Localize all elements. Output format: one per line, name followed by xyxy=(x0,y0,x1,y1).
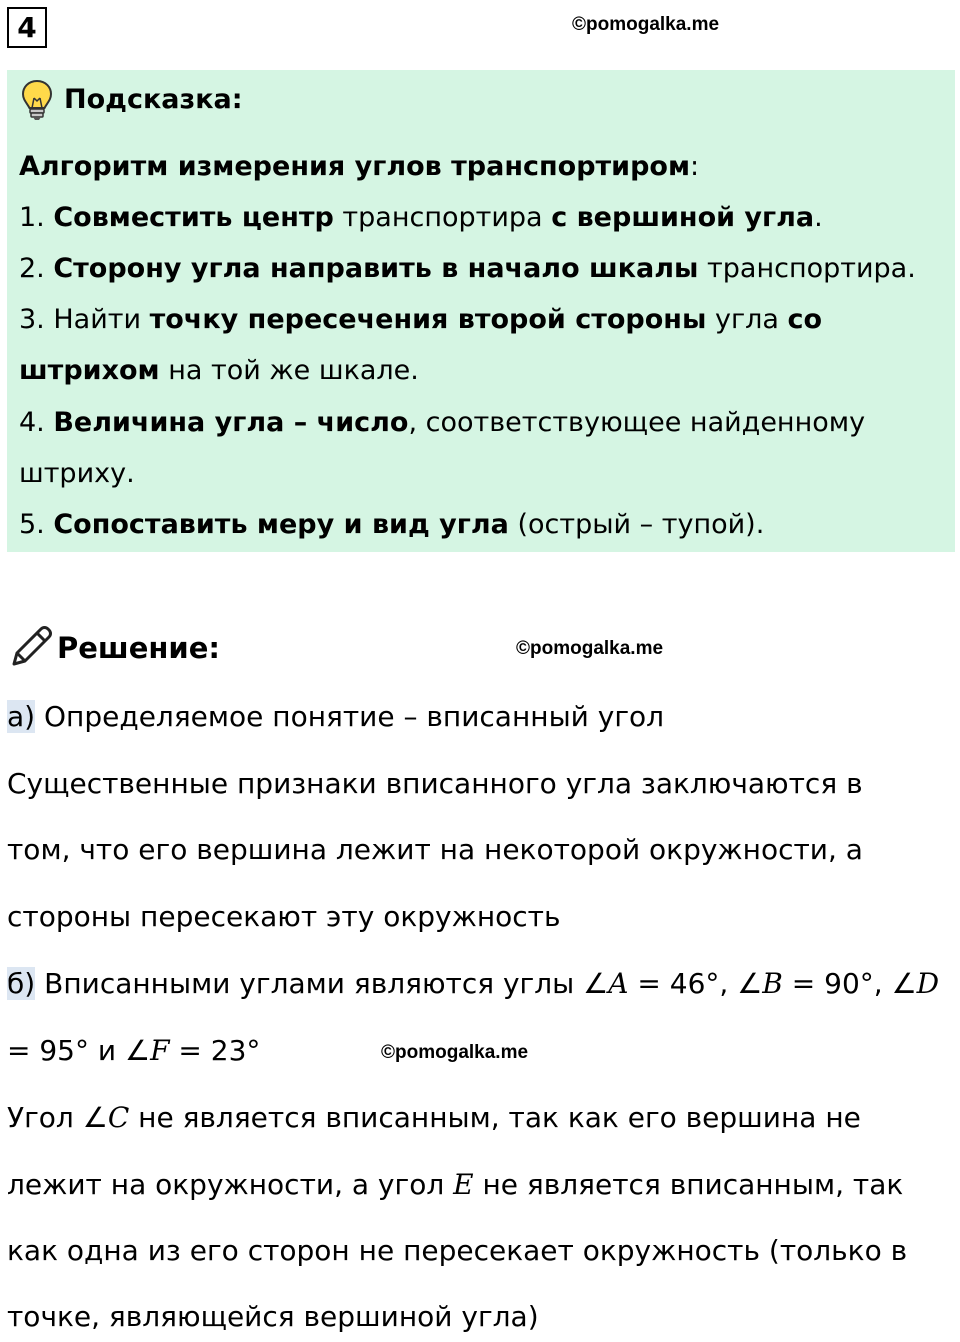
solution-line: Существенные признаки вписанного угла заключаются в xyxy=(7,767,863,800)
pencil-icon xyxy=(10,624,54,668)
hint-step-4-cont: штриху. xyxy=(19,458,135,489)
solution-part-b: б) Вписанными углами являются углы ∠A = 46°, ∠B = 90°, ∠D xyxy=(7,967,940,1000)
hint-step-5: 5. Сопоставить меру и вид угла (острый – тупой). xyxy=(19,509,765,540)
watermark: ©pomogalka.me xyxy=(516,638,664,659)
part-b-label: б) xyxy=(7,967,36,1000)
solution-line: = 95° и ∠F = 23° xyxy=(7,1034,261,1067)
task-number: 4 xyxy=(7,7,47,48)
solution-line: точке, являющейся вершиной угла) xyxy=(7,1300,539,1333)
hint-step-4: 4. Величина угла – число, соответствующее найденному xyxy=(19,407,866,438)
solution-line: том, что его вершина лежит на некоторой окружности, а xyxy=(7,833,863,866)
watermark: ©pomogalka.me xyxy=(381,1042,529,1063)
solution-line: лежит на окружности, а угол E не является вписанным, так xyxy=(7,1168,904,1201)
part-a-label: а) xyxy=(7,700,36,733)
watermark: ©pomogalka.me xyxy=(572,14,720,35)
hint-step-3-cont: штрихом на той же шкале. xyxy=(19,355,419,386)
solution-line: Угол ∠C не является вписанным, так как его вершина не xyxy=(7,1101,861,1134)
lightbulb-icon xyxy=(20,78,54,122)
hint-step-3: 3. Найти точку пересечения второй стороны угла со xyxy=(19,304,823,335)
solution-line: как одна из его сторон не пересекает окружность (только в xyxy=(7,1234,908,1267)
solution-part-a: а) Определяемое понятие – вписанный угол xyxy=(7,700,665,733)
hint-heading: Алгоритм измерения углов транспортиром: xyxy=(19,151,700,182)
hint-step-1: 1. Совместить центр транспортира с вершиной угла. xyxy=(19,202,823,233)
hint-title: Подсказка: xyxy=(64,84,243,115)
solution-title: Решение: xyxy=(57,631,221,665)
hint-step-2: 2. Сторону угла направить в начало шкалы транспортира. xyxy=(19,253,916,284)
solution-line: стороны пересекают эту окружность xyxy=(7,900,561,933)
